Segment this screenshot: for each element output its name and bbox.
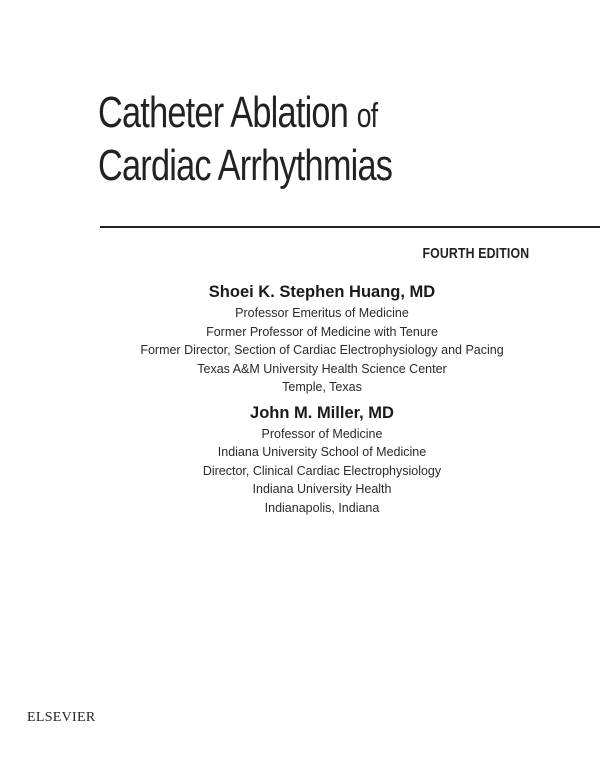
book-title (98, 88, 578, 191)
author-affiliation: Indiana University School of Medicine (217, 445, 427, 459)
author-list (0, 280, 600, 519)
author-1 (0, 280, 600, 397)
author-affiliation: Professor Emeritus of Medicine (235, 306, 409, 320)
author-name: Shoei K. Stephen Huang, MD (208, 283, 436, 301)
title-line-1 (98, 88, 472, 141)
author-affiliation: Temple, Texas (282, 380, 362, 394)
author-name: John M. Miller, MD (250, 403, 394, 422)
author-affiliation: Former Professor of Medicine with Tenure (206, 324, 438, 339)
author-affiliation: Professor of Medicine (261, 426, 383, 441)
title-of-word: of (356, 97, 378, 135)
edition-label: FOURTH EDITION (422, 245, 529, 262)
author-affiliation: Indianapolis, Indiana (264, 500, 380, 515)
title-main-text: Catheter Ablation (98, 88, 349, 137)
author-2 (0, 401, 600, 518)
author-affiliation: Director, Clinical Cardiac Electrophysiology (202, 463, 442, 478)
publisher-name: ELSEVIER (27, 710, 96, 725)
author-affiliation: Former Director, Section of Cardiac Electrophysiology and Pacing (140, 343, 504, 357)
title-divider (100, 226, 600, 228)
author-affiliation: Texas A&M University Health Science Center (197, 361, 447, 376)
title-line-2: Cardiac Arrhythmias (98, 141, 393, 190)
author-affiliation: Indiana University Health (252, 482, 392, 496)
